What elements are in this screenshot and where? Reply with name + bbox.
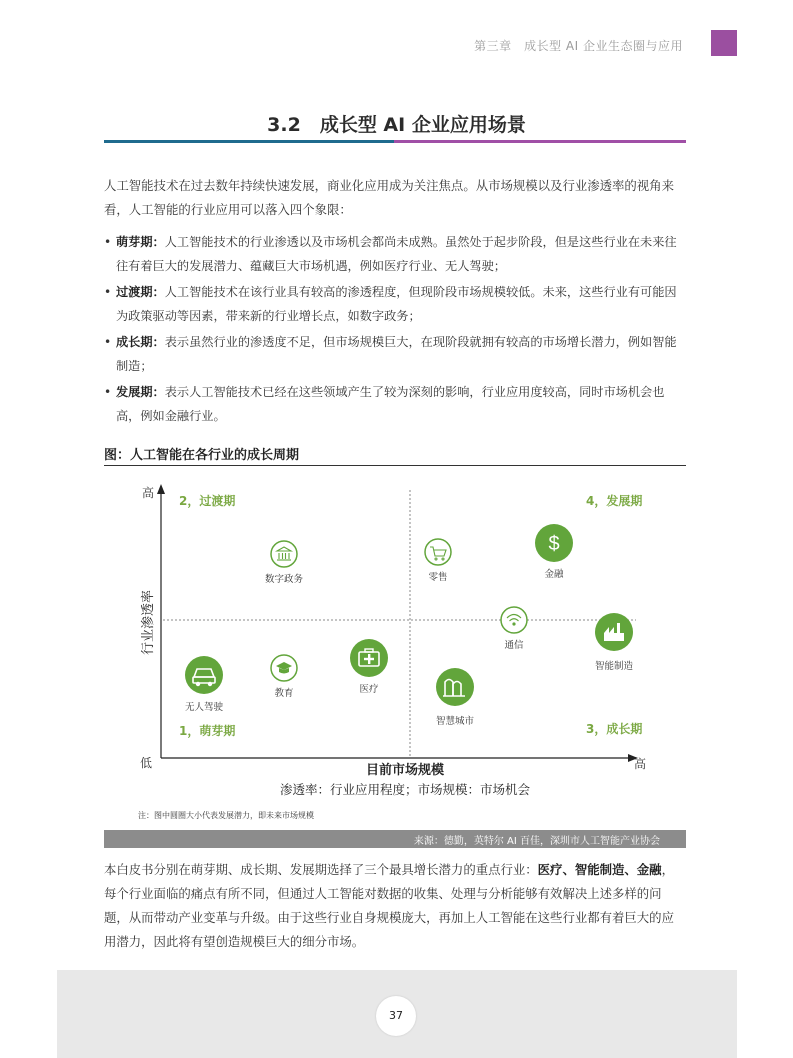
list-item — [104, 380, 686, 428]
figure-rule — [104, 465, 686, 466]
intro-paragraph: 人工智能技术在过去数年持续快速发展，商业化应用成为关注焦点。从市场规模以及行业渗透率的视角来看，人工智能的行业应用可以落入四个象限： — [104, 178, 674, 217]
x-high-label: 高 — [634, 757, 647, 771]
point-finance — [535, 524, 573, 562]
stage-list — [104, 230, 686, 430]
point-digital-gov — [271, 541, 297, 567]
quadrant-2-label: 2，过渡期 — [179, 494, 236, 508]
point-label: 教育 — [274, 688, 294, 699]
point-telecom — [501, 607, 527, 633]
y-low-label: 低 — [140, 756, 153, 770]
bullet-term: 过渡期： — [116, 285, 165, 299]
list-item — [104, 280, 686, 328]
y-high-label: 高 — [142, 486, 155, 500]
bullet-text: 表示人工智能技术已经在这些领域产生了较为深刻的影响，行业应用度较高，同时市场机会也高，例如金融行业。 — [116, 385, 665, 423]
y-axis-arrow — [157, 484, 165, 494]
chart-legend: 渗透率：行业应用程度；市场规模：市场机会 — [280, 782, 531, 797]
closing-post: ，每个行业面临的痛点有所不同，但通过人工智能对数据的收集、处理与分析能够有效解决上述多样的问题，从而带动产业变革与升级。由于这些行业自身规模庞大，再加上人工智能在这些行业都有着巨大的应用潜力，因此将有望创造规模巨大的细分市场。 — [104, 862, 674, 949]
figure-note: 注：图中圆圈大小代表发展潜力，即未来市场规模 — [138, 811, 314, 820]
figure-title: 图：人工智能在各行业的成长周期 — [104, 448, 300, 463]
point-healthcare — [350, 639, 388, 677]
point-retail — [425, 539, 451, 565]
point-label: 智慧城市 — [435, 716, 475, 727]
bullet-term: 发展期： — [116, 385, 165, 399]
title-rule-purple — [394, 140, 686, 143]
point-label: 零售 — [428, 572, 448, 583]
point-label: 金融 — [544, 569, 564, 580]
point-smart-city — [436, 668, 474, 706]
point-label: 通信 — [504, 640, 524, 651]
bullet-term: 萌芽期： — [116, 235, 165, 249]
closing-paragraph — [104, 858, 686, 954]
bullet-term: 成长期： — [116, 335, 165, 349]
closing-highlight: 医疗、智能制造、金融 — [537, 862, 662, 877]
quadrant-4-label: 4，发展期 — [586, 494, 643, 508]
point-label: 无人驾驶 — [184, 702, 224, 713]
bullet-text: 人工智能技术的行业渗透以及市场机会都尚未成熟。虽然处于起步阶段，但是这些行业在未来往往有着巨大的发展潜力、蕴藏巨大市场机遇，例如医疗行业、无人驾驶； — [116, 235, 677, 273]
y-axis-label: 行业渗透率 — [141, 589, 157, 656]
growth-cycle-chart — [104, 470, 686, 820]
page-number: 37 — [376, 996, 416, 1036]
point-smart-mfg — [595, 613, 633, 651]
quadrant-1-label: 1，萌芽期 — [179, 724, 236, 738]
header-accent-square — [711, 30, 737, 56]
point-label: 数字政务 — [264, 574, 304, 585]
title-rule-blue — [104, 140, 394, 143]
section-title: 3.2 成长型 AI 企业应用场景 — [267, 114, 526, 136]
point-label: 医疗 — [359, 684, 379, 695]
closing-pre: 本白皮书分别在萌芽期、成长期、发展期选择了三个最具增长潜力的重点行业： — [104, 862, 538, 877]
running-header: 第三章 成长型 AI 企业生态圈与应用 — [474, 39, 683, 53]
dollar-icon: $ — [548, 533, 560, 555]
point-education — [271, 655, 297, 681]
point-label: 智能制造 — [594, 661, 634, 672]
x-axis-label: 目前市场规模 — [366, 763, 445, 778]
list-item — [104, 330, 686, 378]
quadrant-3-label: 3，成长期 — [586, 722, 643, 736]
source-bar — [104, 830, 686, 848]
point-autonomous — [185, 656, 223, 694]
list-item — [104, 230, 686, 278]
bullet-text: 人工智能技术在该行业具有较高的渗透程度，但现阶段市场规模较低。未来，这些行业有可能因为政策驱动等因素，带来新的行业增长点，如数字政务； — [116, 285, 677, 323]
bullet-text: 表示虽然行业的渗透度不足，但市场规模巨大，在现阶段就拥有较高的市场增长潜力，例如智能制造； — [116, 335, 677, 373]
source-text: 来源：德勤，英特尔 AI 百佳，深圳市人工智能产业协会 — [413, 836, 660, 847]
